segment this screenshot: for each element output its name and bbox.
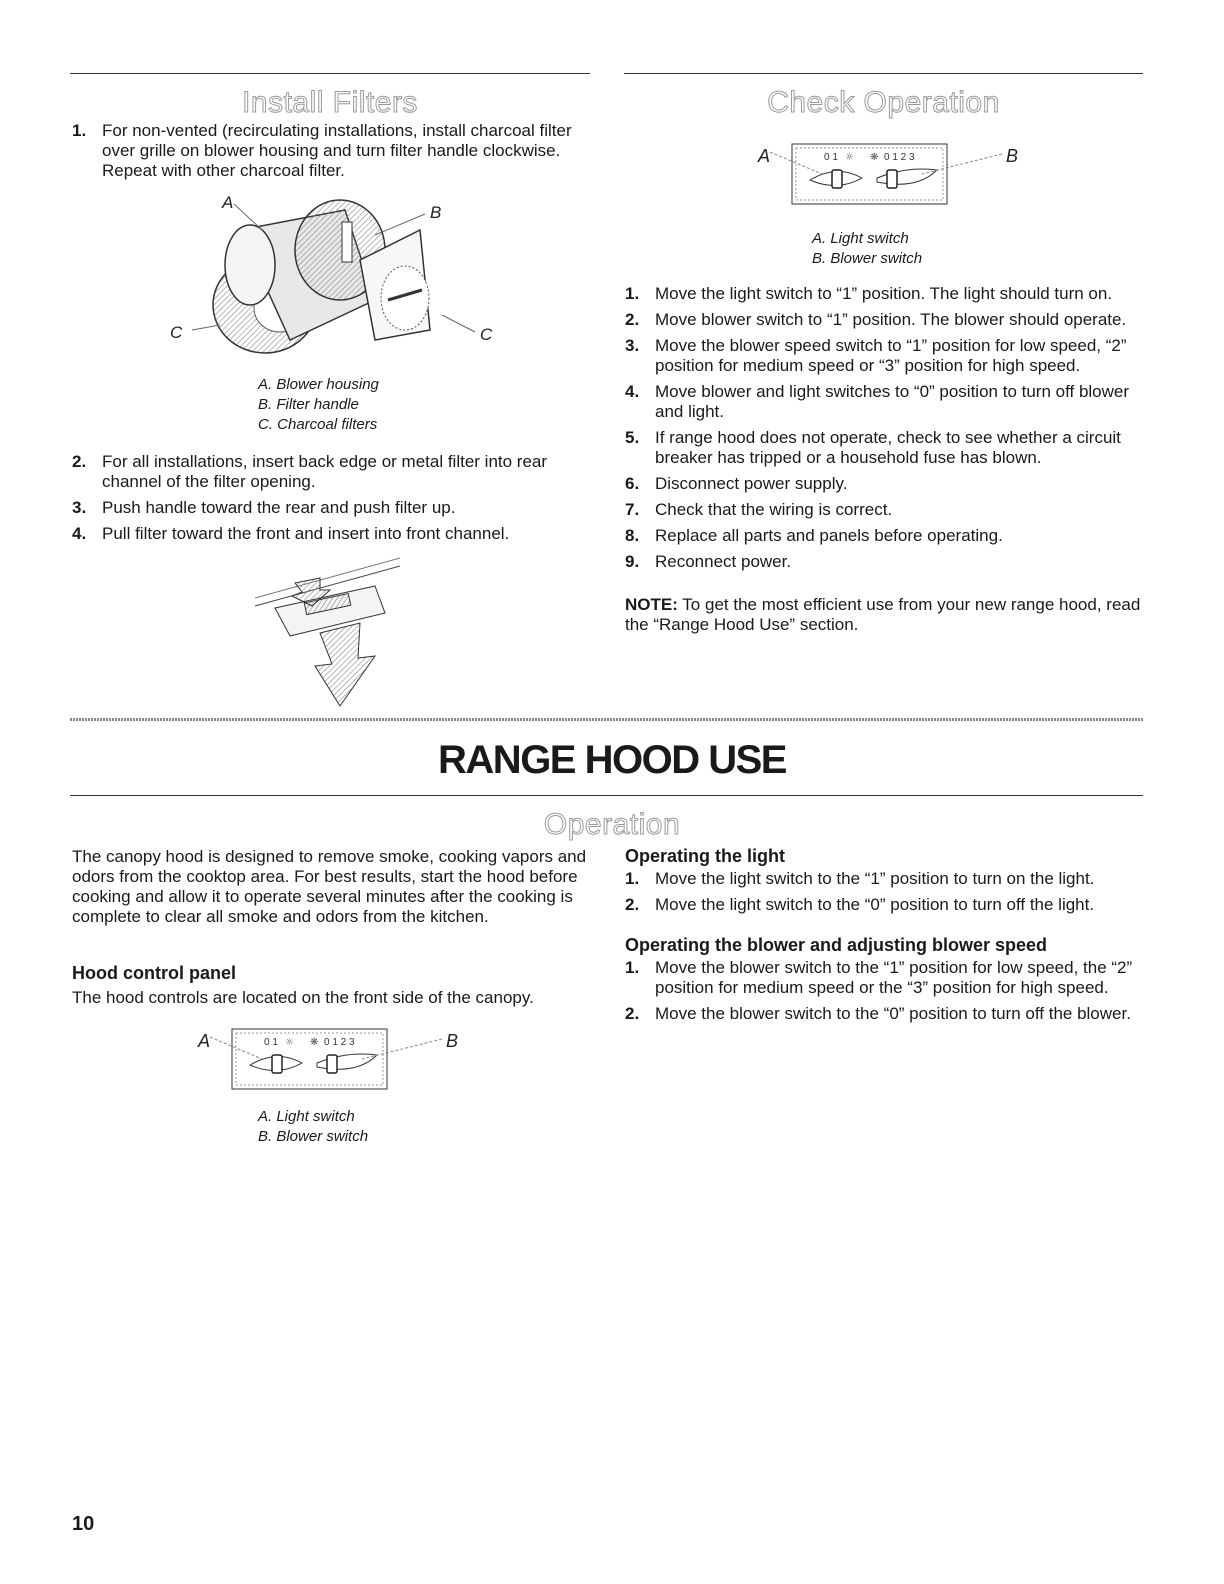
list-item: 3. Move the blower speed switch to “1” position for low speed, “2” position for medium speed or “3” position for high speed. [625, 336, 1127, 375]
figure-label-c-right: C [480, 325, 493, 344]
figure-label-c-left: C [170, 323, 183, 342]
light-switch-knob[interactable] [272, 1055, 282, 1073]
caption-light-switch: A. Light switch [258, 1108, 355, 1125]
blower-switch-marks: 0 1 2 3 [884, 152, 915, 163]
light-switch-marks: 0 1 [824, 152, 838, 163]
list-item: 2. Move blower switch to “1” position. The blower should operate. [625, 310, 1127, 329]
install-filters-steps-bottom [72, 452, 577, 550]
operating-blower-heading: Operating the blower and adjusting blower speed [625, 935, 1048, 955]
list-item: 1. Move the light switch to the “1” position to turn on the light. [625, 869, 1095, 888]
install-filters-title: Install Filters [242, 86, 418, 119]
caption-light-switch: A. Light switch [812, 230, 909, 247]
operation-intro: The canopy hood is designed to remove smoke, cooking vapors and odors from the cooktop area. For best results, start the hood before cooking and allow it to operate several minutes after the cooking is complete to clear all smoke and odors from the kitchen. [72, 847, 587, 926]
list-item: 4. Move blower and light switches to “0” position to turn off blower and light. [625, 382, 1130, 421]
filter-insertion-illustration [250, 558, 410, 708]
list-item: 6. Disconnect power supply. [625, 474, 848, 493]
hood-control-panel-heading: Hood control panel [72, 963, 236, 983]
check-operation-steps [625, 284, 1145, 578]
install-filters-steps-top [72, 121, 572, 187]
operation-title: Operation [543, 808, 681, 841]
blower-switch-knob[interactable] [327, 1055, 337, 1073]
list-item: 1. For non-vented (recirculating installations, install charcoal filter over grille on blower housing and turn filter handle clockwise. Repeat with other charcoal filter. [72, 121, 572, 180]
operating-light-heading: Operating the light [625, 846, 785, 866]
list-item: 1. Move the blower switch to the “1” position for low speed, the “2” position for medium speed or the “3” position for high speed. [625, 958, 1133, 997]
operating-light-steps [625, 869, 1145, 921]
panel-label-b: B [1006, 146, 1019, 166]
page-number: 10 [72, 1513, 95, 1535]
panel-label-a: A [758, 146, 771, 166]
hood-control-panel-text: The hood controls are located on the front side of the canopy. [72, 988, 534, 1007]
list-item: 8. Replace all parts and panels before operating. [625, 526, 1003, 545]
top-rule-left [70, 73, 590, 74]
operating-blower-steps [625, 958, 1145, 1030]
blower-switch-marks: 0 1 2 3 [324, 1037, 355, 1048]
list-item: 2. For all installations, insert back edge or metal filter into rear channel of the filter opening. [72, 452, 548, 491]
light-switch-knob[interactable] [832, 170, 842, 188]
list-item: 2. Move the light switch to the “0” position to turn off the light. [625, 895, 1095, 914]
filter-housing-illustration [170, 190, 493, 360]
note-text: To get the most efficient use from your new range hood, read the “Range Hood Use” section. [625, 595, 1141, 634]
install-filters-captions [258, 375, 379, 435]
panel-label-a: A [198, 1031, 211, 1051]
control-panel-diagram-bottom [192, 1027, 492, 1097]
section-divider-dotted [70, 718, 1143, 721]
blower-switch-knob[interactable] [887, 170, 897, 188]
range-hood-use-rule [70, 795, 1143, 796]
list-item: 1. Move the light switch to “1” position. The light should turn on. [625, 284, 1113, 303]
figure-label-a: A [222, 193, 234, 212]
list-item: 2. Move the blower switch to the “0” position to turn off the blower. [625, 1004, 1131, 1023]
caption-blower-switch: B. Blower switch [812, 250, 923, 267]
caption-filter-handle: B. Filter handle [258, 396, 359, 413]
light-icon: ☼ [845, 152, 854, 163]
light-icon: ☼ [285, 1037, 294, 1048]
top-rule-right [624, 73, 1143, 74]
hood-panel-captions [258, 1107, 368, 1147]
check-operation-captions [812, 229, 922, 269]
figure-label-b: B [430, 203, 442, 222]
panel-label-b: B [446, 1031, 459, 1051]
control-panel-diagram-top [752, 142, 1052, 212]
caption-blower-switch: B. Blower switch [258, 1128, 369, 1145]
list-item: 3. Push handle toward the rear and push filter up. [72, 498, 456, 517]
list-item: 9. Reconnect power. [625, 552, 792, 571]
list-item: 4. Pull filter toward the front and insert into front channel. [72, 524, 510, 543]
fan-icon: ❋ [310, 1037, 319, 1048]
caption-blower-housing: A. Blower housing [258, 376, 379, 393]
fan-icon: ❋ [870, 152, 879, 163]
light-switch-marks: 0 1 [264, 1037, 278, 1048]
check-operation-note [625, 595, 1145, 635]
list-item: 5. If range hood does not operate, check to see whether a circuit breaker has tripped or a household fuse has blown. [625, 428, 1121, 467]
caption-charcoal-filters: C. Charcoal filters [258, 416, 378, 433]
list-item: 7. Check that the wiring is correct. [625, 500, 893, 519]
note-label: NOTE: [625, 595, 678, 614]
check-operation-title: Check Operation [767, 86, 1000, 119]
range-hood-use-title: RANGE HOOD USE [438, 738, 786, 782]
